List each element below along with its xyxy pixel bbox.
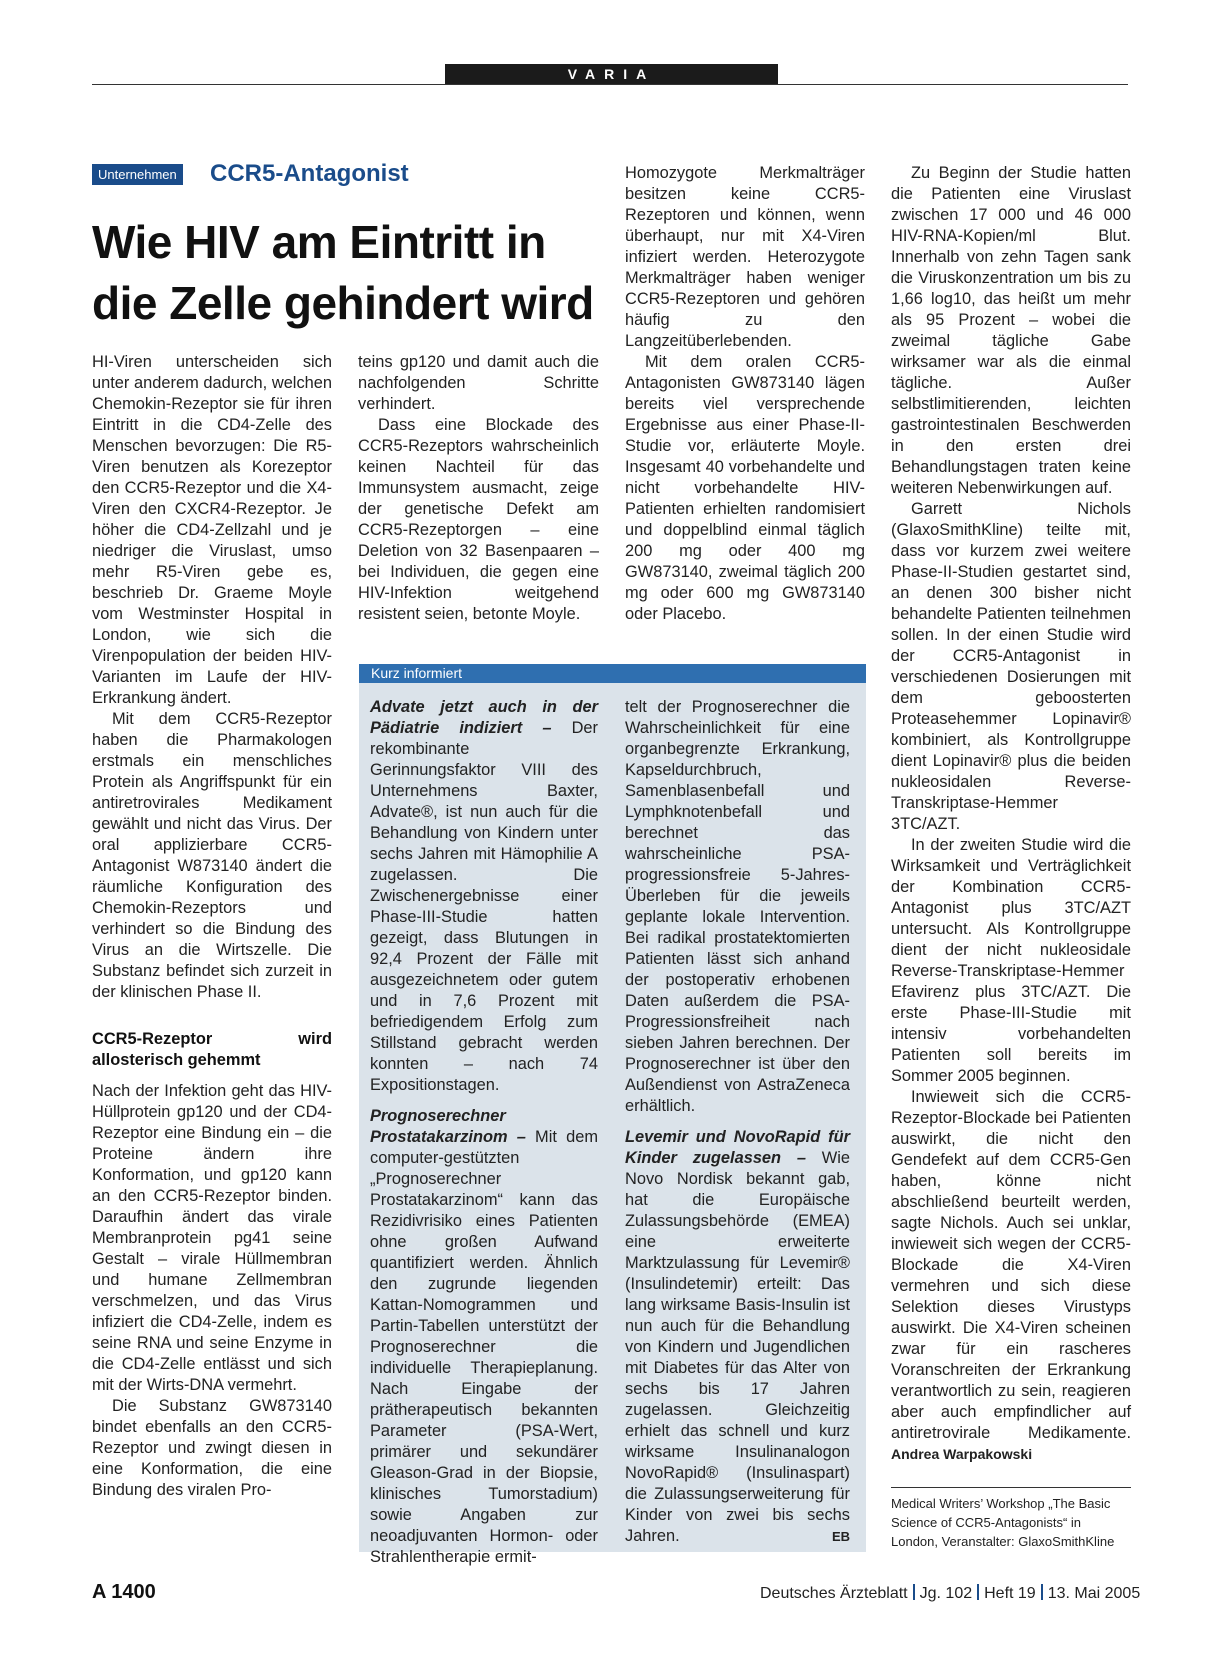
news-item-continuation: telt der Prognoserechner die Wahrscheinlichkeit für eine organbegrenzte Erkrankung, Kapseldurchbruch, Samenblasenbefall und Lymphknotenbefall und berechnet das wahrscheinliche PSA-progressionsfreie 5-Jahres-Überleben für die jeweils geplante lokale Intervention. Bei radikal prostatektomierten Patienten lässt sich anhand der postoperativ erhobenen Daten außerdem die PSA-Progressionsfreiheit nach sieben Jahren berechnen. Der Prognoserechner ist über den Außendienst von AstraZeneca erhältlich. xyxy=(625,698,850,1115)
paragraph: Garrett Nichols (GlaxoSmithKline) teilte mit, dass vor kurzem zwei weitere Phase-II-Studien gestartet sind, an denen 300 bisher nicht behandelte Patienten teilnehmen sollen. In der einen Studie wird der CCR5-Antagonist in verschiedenen Dosierungen mit dem geboosterten Proteasehemmer Lopinavir® kombiniert, als Kontrollgruppe dient Lopinavir® plus die beiden nukleosidalen Reverse-Transkriptase-Hemmer 3TC/AZT. xyxy=(891,500,1131,833)
news-item-head: Prognoserechner Prostatakarzinom – xyxy=(370,1107,526,1146)
article-headline: Wie HIV am Eintritt in die Zelle gehindert wird xyxy=(92,216,594,329)
footer-separator xyxy=(913,1584,915,1600)
paragraph: teins gp120 und damit auch die nachfolgenden Schritte verhindert. xyxy=(358,353,599,413)
news-box-column-2 xyxy=(625,697,850,1557)
paragraph: Die Substanz GW873140 bindet ebenfalls an den CCR5-Rezeptor und zwingt diesen in eine Konformation, die eine Bindung des viralen Pro- xyxy=(92,1397,332,1499)
news-item-head: Levemir und NovoRapid für Kinder zugelassen – xyxy=(625,1128,850,1167)
article-kicker: CCR5-Antagonist xyxy=(210,160,409,187)
news-item-body: Wie Novo Nordisk bekannt gab, hat die Europäische Zulassungsbehörde (EMEA) eine erweiterte Marktzulassung für Levemir® (Insulindetemir) erteilt: Das lang wirksame Basis-Insulin ist nun auch für die Behandlung von Kindern und Jugendlichen mit Diabetes für das Alter von sechs bis 17 Jahren zugelassen. Gleichzeitig erhielt das schnell und kurz wirksame Insulinanalogon NovoRapid® (Insulinaspart) die Zulassungserweiterung für Kinder von zwei bis sechs Jahren. xyxy=(625,1149,850,1545)
article-column-1 xyxy=(92,352,332,1501)
source-rule xyxy=(891,1487,1131,1488)
article-column-4 xyxy=(891,163,1131,1465)
journal-volume: Jg. 102 xyxy=(919,1585,973,1602)
paragraph: Nach der Infektion geht das HIV-Hüllprotein gp120 und der CD4-Rezeptor eine Bindung ein – die Proteine ändern ihre Konformation, und gp120 kann an den CCR5-Rezeptor binden. Daraufhin ändert das virale Membranprotein pg41 seine Gestalt – virale Hüllmembran und humane Zellmembran verschmelzen, und das Virus infiziert die CD4-Zelle, indem es seine RNA und seine Enzyme in die CD4-Zelle entlässt und sich mit der Wirts-DNA vermehrt. xyxy=(92,1082,332,1394)
article-column-3 xyxy=(625,163,865,625)
header-rule xyxy=(92,84,1128,85)
news-box-column-1 xyxy=(370,697,598,1578)
subheading: CCR5-Rezeptor wird allosterisch gehemmt xyxy=(92,1030,332,1069)
paragraph: In der zweiten Studie wird die Wirksamkeit und Verträglichkeit der Kombination CCR5-Antagonist plus 3TC/AZT untersucht. Als Kontrollgruppe dient der nicht nukleosidale Reverse-Transkriptase-Hemmer Efavirenz plus 3TC/AZT. Die erste Phase-III-Studie mit intensiv vorbehandelten Patienten soll bereits im Sommer 2005 beginnen. xyxy=(891,836,1131,1085)
paragraph: Mit dem CCR5-Rezeptor haben die Pharmakologen erstmals ein menschliches Protein als Angriffspunkt für ein antiretrovirales Medikament gewählt und nicht das Virus. Der oral applizierbare CCR5-Antagonist W873140 ändert die räumliche Konfiguration des Chemokin-Rezeptors und verhindert so die Bindung des Virus an die Wirtszelle. Die Substanz befindet sich zurzeit in der klinischen Phase II. xyxy=(92,710,332,1001)
news-item-body: Mit dem computer-gestützten „Prognoserechner Prostatakarzinom“ kann das Rezidivrisiko eines Patienten ohne großen Aufwand quantifiziert werden. Ähnlich den zugrunde liegenden Kattan-Nomogrammen und Partin-Tabellen unterstützt der Prognoserechner die individuelle Therapieplanung. Nach Eingabe der prätherapeutisch bekannten Parameter (PSA-Wert, primärer und sekundärer Gleason-Grad in der Biopsie, klinisches Tumorstadium) sowie Angaben zur neoadjuvanten Hormon- oder Strahlentherapie ermit- xyxy=(370,1128,598,1566)
category-tag: Unternehmen xyxy=(92,164,183,185)
paragraph: Mit dem oralen CCR5-Antagonisten GW873140 lägen bereits viel versprechende Ergebnisse aus einer Phase-II-Studie vor, erläuterte Moyle. Insgesamt 40 vorbehandelte und nicht vorbehandelte HIV-Patienten erhielten randomisiert und doppelblind einmal täglich 200 mg oder 400 mg GW873140, zweimal täglich 200 mg oder 600 mg GW873140 oder Placebo. xyxy=(625,353,865,623)
news-item xyxy=(370,697,598,1096)
footer-separator xyxy=(1041,1584,1043,1600)
paragraph: Dass eine Blockade des CCR5-Rezeptors wahrscheinlich keinen Nachteil für das Immunsystem ausmacht, zeige der genetische Defekt am CCR5-Rezeptorgen – eine Deletion von 32 Basenpaaren – bei Individuen, die gegen eine HIV-Infektion weitgehend resistent seien, betonte Moyle. xyxy=(358,416,599,623)
page-number: A 1400 xyxy=(92,1581,156,1603)
footer-separator xyxy=(977,1584,979,1600)
news-box-signature: EB xyxy=(831,1529,850,1544)
source-note: Medical Writers’ Workshop „The Basic Science of CCR5-Antagonists“ in London, Veranstalter: GlaxoSmithKline xyxy=(891,1496,1115,1549)
paragraph xyxy=(891,1087,1131,1465)
paragraph-text: Inwieweit sich die CCR5-Rezeptor-Blockade bei Patienten auswirkt, die nicht den Gendefekt auf dem CCR5-Gen haben, könne nicht abschließend beurteilt werden, sagte Nichols. Auch sei unklar, inwieweit sich wegen der CCR5-Blockade die X4-Viren vermehren und sich diese Selektion dieses Virustyps auswirkt. Die X4-Viren scheinen zwar für ein rascheres Voranschreiten der Erkrankung verantwortlich zu sein, reagieren aber auch empfindlicher auf antiretrovirale Medikamente. xyxy=(891,1088,1131,1442)
journal-issue: Heft 19 xyxy=(984,1585,1036,1602)
article-column-2 xyxy=(358,352,599,625)
news-item-body: Der rekombinante Gerinnungsfaktor VIII des Unternehmens Baxter, Advate®, ist nun auch für die Behandlung von Kindern unter sechs Jahren mit Hämophilie A zugelassen. Die Zwischenergebnisse einer Phase-III-Studie hatten gezeigt, dass Blutungen in 92,4 Prozent der Fälle mit ausgezeichnetem oder gutem und in 7,6 Prozent mit befriedigendem Erfolg zum Stillstand gebracht werden konnten – nach 74 Expositionstagen. xyxy=(370,719,598,1094)
footer-citation xyxy=(760,1584,1140,1603)
paragraph: Zu Beginn der Studie hatten die Patienten eine Viruslast zwischen 17 000 und 46 000 HIV-RNA-Kopien/ml Blut. Innerhalb von zehn Tagen sank die Viruskonzentration um bis zu 1,66 log10, das heißt um mehr als 95 Prozent – wobei die zweimal tägliche Gabe wirksamer war als die einmal tägliche. Außer selbstlimitierenden, leichten gastrointestinalen Beschwerden in den ersten drei Behandlungstagen traten keine weiteren Nebenwirkungen auf. xyxy=(891,164,1131,497)
author-byline: Andrea Warpakowski xyxy=(891,1446,1033,1462)
news-box-title: Kurz informiert xyxy=(359,664,866,683)
paragraph: Homozygote Merkmalträger besitzen keine CCR5-Rezeptoren und können, wenn überhaupt, nur mit X4-Viren infiziert werden. Heterozygote Merkmalträger haben weniger CCR5-Rezeptoren und gehören häufig zu den Langzeitüberlebenden. xyxy=(625,164,865,350)
paragraph: HI-Viren unterscheiden sich unter anderem dadurch, welchen Chemokin-Rezeptor sie für ihren Eintritt in die CD4-Zelle des Menschen bevorzugen: Die R5-Viren benutzen als Korezeptor den CCR5-Rezeptor und die X4-Viren den CXCR4-Rezeptor. Je höher die CD4-Zellzahl und je niedriger die Viruslast, umso mehr R5-Viren gebe es, beschrieb Dr. Graeme Moyle vom Westminster Hospital in London, wie sich die Virenpopulation der beiden HIV-Varianten im Laufe der HIV-Erkrankung ändert. xyxy=(92,353,332,707)
journal-name: Deutsches Ärzteblatt xyxy=(760,1585,908,1602)
news-item xyxy=(370,1106,598,1568)
section-label: VARIA xyxy=(445,64,778,84)
news-item xyxy=(625,1127,850,1547)
journal-date: 13. Mai 2005 xyxy=(1047,1585,1141,1602)
news-item-head: Advate jetzt auch in der Pädiatrie indiziert – xyxy=(370,698,598,737)
